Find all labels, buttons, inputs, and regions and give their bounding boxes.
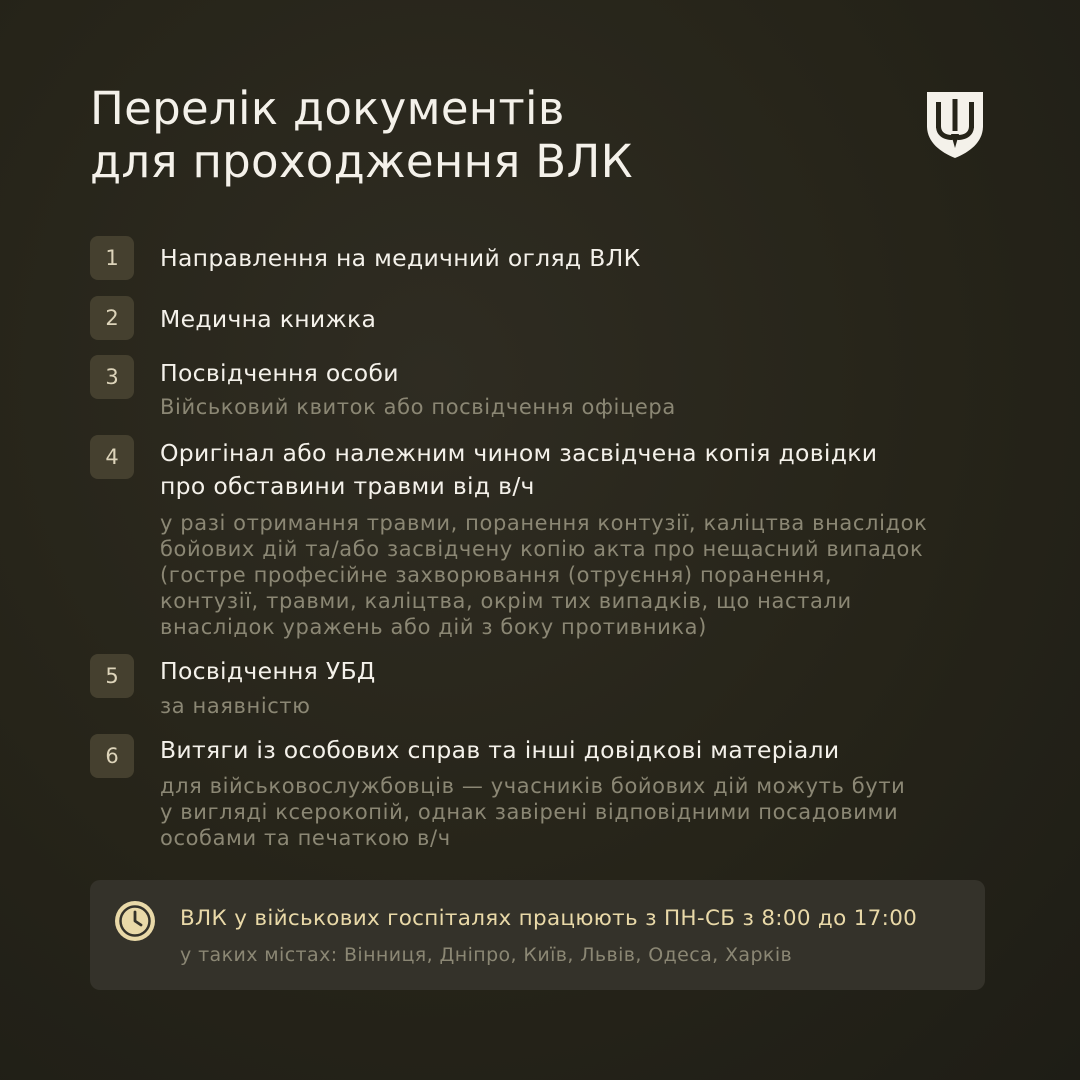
item-subtitle: у разі отримання травми, поранення контузії, каліцтва внаслідок бойових дій та/або засвідчену копію акта про нещасний випадок (гостре професійне захворювання (отруєння) поранення, контузії, травми, каліцтва, окрім тих випадків, що настали внаслідок уражень або дій з боку противника) (160, 511, 928, 639)
item-subtitle: для військовослужбовців — учасників бойових дій можуть бути у вигляді ксерокопій, однак завірені відповідними посадовими особами та печаткою в/ч (160, 774, 906, 850)
schedule-info-box (90, 880, 985, 990)
title-line-1: Перелік документів (90, 82, 565, 135)
item-number: 3 (90, 355, 134, 399)
trident-shield-icon (924, 90, 986, 160)
item-number: 5 (90, 654, 134, 698)
item-title: Направлення на медичний огляд ВЛК (160, 244, 641, 272)
item-number: 6 (90, 734, 134, 778)
item-title: Оригінал або належним чином засвідчена копія довідки про обставини травми від в/ч (160, 439, 878, 500)
schedule-cities: у таких містах: Вінниця, Дніпро, Київ, Львів, Одеса, Харків (180, 944, 793, 966)
item-title: Посвідчення особи (160, 359, 399, 387)
item-subtitle: Військовий квиток або посвідчення офіцера (160, 395, 676, 419)
item-title: Посвідчення УБД (160, 657, 376, 685)
page-title (90, 82, 850, 188)
item-subtitle: за наявністю (160, 694, 311, 718)
title-line-2: для проходження ВЛК (90, 135, 633, 188)
item-title: Медична книжка (160, 305, 377, 333)
clock-icon (114, 900, 156, 942)
item-number: 2 (90, 296, 134, 340)
schedule-title: ВЛК у військових госпіталях працюють з ПН-СБ з 8:00 до 17:00 (180, 906, 918, 931)
item-number: 4 (90, 435, 134, 479)
item-number: 1 (90, 236, 134, 280)
item-title: Витяги із особових справ та інші довідкові матеріали (160, 736, 840, 764)
